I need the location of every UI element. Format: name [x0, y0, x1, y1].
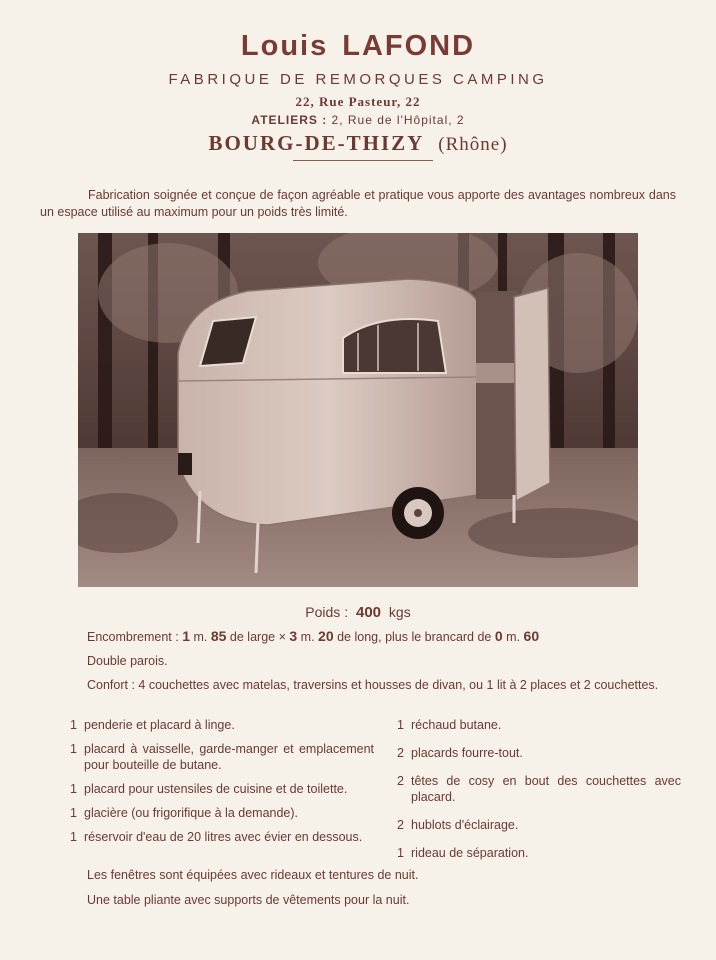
first-name: Louis	[240, 30, 329, 62]
last-name: LAFOND	[342, 30, 476, 62]
width-text: de large	[229, 630, 276, 644]
times-sign: ×	[278, 630, 286, 644]
length-m-unit: m.	[300, 630, 315, 644]
dimensions-line	[87, 628, 539, 646]
address-line: 22, Rue Pasteur, 22	[295, 94, 421, 109]
workshops-label: ATELIERS :	[251, 113, 328, 127]
caravan-illustration	[78, 233, 638, 587]
weight-unit: kgs	[388, 604, 411, 620]
length-m: 3	[289, 628, 298, 644]
table-line: Une table pliante avec supports de vêtements pour la nuit.	[87, 893, 410, 907]
double-walls-line: Double parois.	[87, 654, 168, 668]
city-name: BOURG-DE-THIZY	[208, 131, 425, 155]
region-name: (Rhône)	[438, 134, 508, 155]
intro-paragraph: Fabrication soignée et conçue de façon agréable et pratique vous apporte des avantages nombreux dans un espace utilisé au maximum pour un poids très limité.	[40, 188, 676, 219]
width-m-unit: m.	[193, 630, 208, 644]
workshops-line	[0, 113, 716, 127]
workshops-address: 2, Rue de l'Hôpital, 2	[331, 113, 465, 127]
width-m: 1	[182, 628, 190, 644]
header-divider	[293, 160, 433, 161]
company-subtitle: FABRIQUE DE REMORQUES CAMPING	[168, 71, 548, 88]
length-text: de long, plus le brancard de	[337, 630, 492, 644]
caravan-photo	[78, 233, 638, 587]
brochure-page: Louis LAFOND FABRIQUE DE REMORQUES CAMPING 22, Rue Pasteur, 22 ATELIERS : 2, Rue de l'Hôpital, 2 BOURG-DE-THIZY (Rhône) Fabrication soignée et conçue de façon agréable et pratique vous apporte des avantages nombreux dans un espace utilisé au maximum pour un poids très limité. Poids : 400 kgs Encombrement : 1 m. 85 de large × 3 m. 20 de long, plus le brancard de 0 m. 60 Double parois. Confort : 4 couchettes avec matelas, traversins et housses de divan, ou 1 lit à 2 places et 2 couchettes. 1 penderie et placard à linge. 1 placard à vaisselle, garde-manger et emplacement pour bouteille de butane. 1 placard pour ustensiles de cuisine et de toilette. 1 glacière (ou frigorifique à la demande). 1 réservoir d'eau de 20 litres avec évier en dessous. 1 réchaud butane. 2 placards fourre-tout. 2 têtes de cosy en bout des couchettes avec placard. 2 hublots d'éclairage. 1 rideau de séparation. Les fenêtres sont équipées avec rideaux et tentures de nuit. Une table pliante avec supports de vêtements pour la nuit.	[0, 0, 716, 960]
brancard-m-unit: m.	[506, 630, 521, 644]
weight-line	[0, 604, 716, 621]
comfort-paragraph: Confort : 4 couchettes avec matelas, traversins et housses de divan, ou 1 lit à 2 places et 2 couchettes.	[87, 678, 659, 692]
company-name	[0, 30, 716, 63]
weight-label: Poids :	[305, 604, 349, 620]
windows-line: Les fenêtres sont équipées avec rideaux et tentures de nuit.	[87, 868, 419, 882]
brancard-cm: 60	[523, 628, 540, 644]
encombrement-label: Encombrement :	[87, 630, 179, 644]
width-cm: 85	[210, 628, 227, 644]
length-cm: 20	[318, 628, 334, 644]
weight-value: 400	[355, 604, 382, 621]
brancard-m: 0	[494, 628, 503, 644]
city-line	[0, 131, 716, 156]
